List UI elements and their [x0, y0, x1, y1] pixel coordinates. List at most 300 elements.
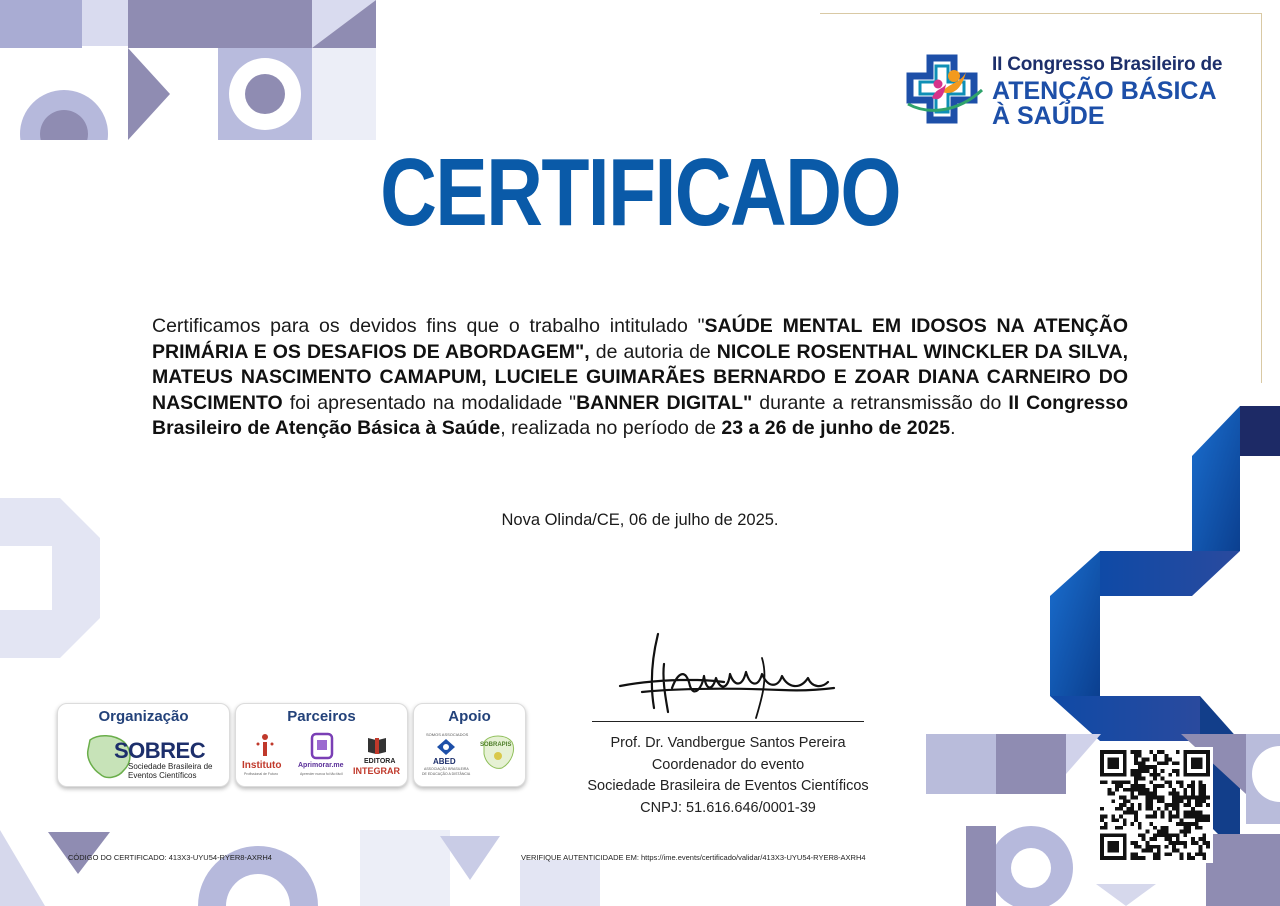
qr-module [1187, 799, 1191, 803]
qr-module [1100, 856, 1104, 860]
qr-module [1138, 754, 1142, 758]
qr-module [1195, 761, 1199, 765]
qr-module [1206, 773, 1210, 777]
qr-module [1142, 788, 1146, 792]
qr-module [1108, 773, 1112, 777]
qr-module [1146, 845, 1150, 849]
qr-module [1180, 856, 1184, 860]
qr-module [1161, 833, 1165, 837]
qr-module [1161, 761, 1165, 765]
qr-module [1202, 788, 1206, 792]
qr-module [1111, 773, 1115, 777]
qr-module [1108, 845, 1112, 849]
qr-module [1172, 788, 1176, 792]
qr-module [1161, 777, 1165, 781]
qr-module [1142, 833, 1146, 837]
qr-module [1115, 841, 1119, 845]
qr-module [1104, 826, 1108, 830]
qr-module [1111, 758, 1115, 762]
qr-module [1115, 780, 1119, 784]
qr-module [1187, 796, 1191, 800]
qr-module [1153, 754, 1157, 758]
qr-module [1149, 750, 1153, 754]
qr-module [1176, 769, 1180, 773]
qr-module [1115, 761, 1119, 765]
qr-module [1108, 758, 1112, 762]
qr-module [1183, 841, 1187, 845]
qr-module [1206, 765, 1210, 769]
qr-module [1123, 761, 1127, 765]
qr-module [1138, 765, 1142, 769]
qr-module [1123, 780, 1127, 784]
qr-module [1164, 754, 1168, 758]
qr-module [1202, 856, 1206, 860]
qr-module [1187, 856, 1191, 860]
qr-module [1146, 799, 1150, 803]
qr-module [1149, 845, 1153, 849]
qr-module [1134, 780, 1138, 784]
qr-module [1195, 852, 1199, 856]
certificate-title: CERTIFICADO [380, 139, 900, 246]
aprimorar-logo-icon [310, 732, 334, 760]
qr-code-image [1100, 750, 1210, 860]
qr-module [1157, 845, 1161, 849]
qr-module [1130, 807, 1134, 811]
qr-module [1153, 773, 1157, 777]
qr-module [1153, 856, 1157, 860]
qr-module [1168, 833, 1172, 837]
qr-module [1202, 792, 1206, 796]
qr-module [1119, 856, 1123, 860]
qr-module [1183, 803, 1187, 807]
period-prefix: , realizada no período de [500, 417, 722, 440]
qr-module [1149, 796, 1153, 800]
qr-module [1123, 811, 1127, 815]
qr-module [1195, 799, 1199, 803]
qr-module [1191, 822, 1195, 826]
qr-module [1195, 773, 1199, 777]
signer-block [540, 733, 916, 819]
qr-module [1153, 845, 1157, 849]
qr-module [1134, 856, 1138, 860]
event-name: II Congresso Brasileiro de Atenção Básica à Saúde [152, 391, 1129, 440]
qr-module [1123, 833, 1127, 837]
qr-module [1138, 792, 1142, 796]
qr-module [1199, 758, 1203, 762]
qr-module [1183, 769, 1187, 773]
qr-module [1130, 750, 1134, 754]
qr-module [1153, 765, 1157, 769]
qr-module [1100, 761, 1104, 765]
qr-module [1130, 856, 1134, 860]
qr-module [1115, 765, 1119, 769]
qr-module [1115, 788, 1119, 792]
qr-module [1111, 792, 1115, 796]
qr-module [1191, 758, 1195, 762]
qr-module [1108, 761, 1112, 765]
abed-top: SOMOS ASSOCIADOS [426, 732, 469, 737]
work-title: SAÚDE MENTAL EM IDOSOS NA ATENÇÃO PRIMÁRIA E OS DESAFIOS DE ABORDAGEM", [152, 315, 1128, 363]
qr-module [1123, 799, 1127, 803]
qr-module [1191, 761, 1195, 765]
qr-module [1199, 845, 1203, 849]
qr-module [1176, 841, 1180, 845]
qr-module [1199, 765, 1203, 769]
qr-module [1138, 833, 1142, 837]
qr-module [1100, 818, 1104, 822]
qr-module [1146, 849, 1150, 853]
qr-module [1111, 799, 1115, 803]
qr-module [1153, 814, 1157, 818]
editora-logo-icon [366, 736, 388, 756]
qr-module [1111, 780, 1115, 784]
qr-module [1199, 792, 1203, 796]
qr-module [1138, 856, 1142, 860]
qr-module [1149, 773, 1153, 777]
partner-editora: EDITORA [364, 758, 396, 765]
period: 23 a 26 de junho de 2025 [721, 417, 951, 440]
qr-module [1153, 833, 1157, 837]
qr-module [1195, 803, 1199, 807]
qr-module [1183, 833, 1187, 837]
qr-module [1111, 818, 1115, 822]
qr-module [1123, 758, 1127, 762]
qr-module [1187, 814, 1191, 818]
parceiros-card [235, 703, 408, 787]
qr-module [1176, 780, 1180, 784]
qr-module [1153, 784, 1157, 788]
qr-module [1176, 814, 1180, 818]
qr-module [1172, 799, 1176, 803]
qr-module [1199, 852, 1203, 856]
qr-module [1157, 784, 1161, 788]
qr-module [1130, 773, 1134, 777]
qr-module [1108, 856, 1112, 860]
qr-module [1119, 784, 1123, 788]
qr-module [1123, 852, 1127, 856]
qr-module [1115, 750, 1119, 754]
qr-module [1130, 803, 1134, 807]
qr-module [1164, 758, 1168, 762]
qr-module [1164, 807, 1168, 811]
qr-module [1119, 780, 1123, 784]
qr-module [1100, 754, 1104, 758]
qr-module [1172, 841, 1176, 845]
signer-name: Prof. Dr. Vandbergue Santos Pereira [610, 735, 846, 751]
qr-module [1199, 784, 1203, 788]
qr-module [1138, 784, 1142, 788]
qr-module [1195, 758, 1199, 762]
verify-url[interactable]: VERIFIQUE AUTENTICIDADE EM: https://ime.events/certificado/validar/413X3-UYU54-RYER8-AXRH4 [521, 853, 866, 862]
qr-module [1183, 788, 1187, 792]
qr-module [1127, 811, 1131, 815]
qr-module [1195, 814, 1199, 818]
qr-module [1168, 818, 1172, 822]
qr-module [1195, 818, 1199, 822]
qr-module [1153, 852, 1157, 856]
qr-module [1134, 777, 1138, 781]
qr-module [1104, 856, 1108, 860]
qr-module [1187, 784, 1191, 788]
logo-line-1: II Congresso Brasileiro de [992, 54, 1223, 75]
qr-module [1111, 765, 1115, 769]
qr-module [1183, 822, 1187, 826]
qr-module [1108, 788, 1112, 792]
qr-module [1111, 845, 1115, 849]
qr-module [1146, 841, 1150, 845]
apoio-title: Apoio [448, 708, 491, 725]
qr-module [1138, 773, 1142, 777]
qr-module [1142, 777, 1146, 781]
decorative-pattern-bottom-left [0, 830, 600, 906]
qr-module [1115, 849, 1119, 853]
qr-module [1153, 788, 1157, 792]
qr-module [1123, 841, 1127, 845]
qr-module [1199, 750, 1203, 754]
qr-module [1168, 780, 1172, 784]
qr-module [1127, 780, 1131, 784]
qr-module [1134, 773, 1138, 777]
qr-module [1183, 754, 1187, 758]
qr-module [1104, 822, 1108, 826]
qr-module [1123, 754, 1127, 758]
event-prefix: durante a retransmissão do [752, 391, 1009, 414]
qr-module [1199, 837, 1203, 841]
qr-module [1111, 833, 1115, 837]
qr-module [1130, 796, 1134, 800]
qr-module [1100, 807, 1104, 811]
qr-module [1134, 814, 1138, 818]
qr-module [1100, 750, 1104, 754]
qr-module [1168, 837, 1172, 841]
qr-module [1180, 822, 1184, 826]
signature [612, 628, 842, 720]
qr-module [1191, 750, 1195, 754]
qr-module [1195, 765, 1199, 769]
signature-line [592, 721, 864, 722]
apoio-card [413, 703, 526, 787]
qr-module [1123, 765, 1127, 769]
qr-module [1123, 803, 1127, 807]
authors: NICOLE ROSENTHAL WINCKLER DA SILVA, MATEUS NASCIMENTO CAMAPUM, LUCIELE GUIMARÃES BERNARDO E ZOAR DIANA CARNEIRO DO NASCIMENTO [152, 340, 1128, 414]
qr-module [1206, 769, 1210, 773]
instituto-logo-icon [254, 732, 276, 758]
qr-module [1108, 750, 1112, 754]
qr-module [1138, 788, 1142, 792]
qr-module [1115, 784, 1119, 788]
qr-module [1138, 807, 1142, 811]
qr-module [1153, 769, 1157, 773]
qr-module [1157, 761, 1161, 765]
modality: BANNER DIGITAL" [576, 391, 753, 414]
qr-module [1168, 792, 1172, 796]
qr-module [1157, 856, 1161, 860]
qr-module [1134, 818, 1138, 822]
qr-module [1100, 845, 1104, 849]
qr-module [1146, 830, 1150, 834]
event-logo [902, 50, 1242, 132]
qr-module [1134, 788, 1138, 792]
qr-module [1172, 792, 1176, 796]
qr-module [1123, 849, 1127, 853]
qr-module [1202, 837, 1206, 841]
qr-module [1142, 784, 1146, 788]
qr-module [1130, 784, 1134, 788]
qr-module [1153, 826, 1157, 830]
qr-module [1157, 849, 1161, 853]
qr-module [1183, 761, 1187, 765]
qr-module [1176, 799, 1180, 803]
qr-module [1168, 811, 1172, 815]
qr-module [1157, 750, 1161, 754]
qr-module [1100, 826, 1104, 830]
qr-module [1119, 803, 1123, 807]
qr-module [1138, 845, 1142, 849]
qr-module [1202, 784, 1206, 788]
qr-module [1187, 750, 1191, 754]
qr-module [1161, 784, 1165, 788]
signer-role: Coordenador do evento [651, 756, 805, 773]
qr-module [1100, 841, 1104, 845]
qr-module [1115, 833, 1119, 837]
qr-module [1138, 826, 1142, 830]
qr-module [1202, 750, 1206, 754]
qr-module [1168, 758, 1172, 762]
qr-module [1100, 758, 1104, 762]
qr-module [1199, 799, 1203, 803]
qr-module [1123, 837, 1127, 841]
qr-module [1111, 761, 1115, 765]
qr-module [1183, 826, 1187, 830]
qr-module [1115, 818, 1119, 822]
qr-module [1142, 792, 1146, 796]
abed-sub-2: DE EDUCAÇÃO A DISTÂNCIA [422, 772, 471, 776]
qr-module [1115, 845, 1119, 849]
qr-module [1130, 822, 1134, 826]
qr-module [1119, 814, 1123, 818]
signer-org: Sociedade Brasileira de Eventos Científicos [587, 778, 869, 794]
qr-module [1153, 758, 1157, 762]
qr-module [1187, 811, 1191, 815]
qr-module [1183, 845, 1187, 849]
qr-module [1206, 841, 1210, 845]
qr-module [1123, 750, 1127, 754]
partner-instituto-sub: Profissional de Futuro [244, 772, 279, 776]
qr-module [1119, 773, 1123, 777]
sobrec-sub-2: Eventos Científicos [128, 771, 197, 780]
qr-module [1172, 849, 1176, 853]
qr-module [1161, 796, 1165, 800]
qr-module [1183, 796, 1187, 800]
qr-code[interactable] [1097, 747, 1213, 863]
qr-module [1119, 826, 1123, 830]
qr-module [1187, 822, 1191, 826]
sobrec-logo-text: SOBREC [114, 738, 206, 763]
qr-module [1176, 811, 1180, 815]
qr-module [1149, 803, 1153, 807]
qr-module [1161, 750, 1165, 754]
qr-module [1115, 856, 1119, 860]
qr-module [1176, 833, 1180, 837]
qr-module [1183, 814, 1187, 818]
qr-module [1206, 796, 1210, 800]
qr-module [1142, 761, 1146, 765]
qr-module [1172, 761, 1176, 765]
qr-module [1111, 750, 1115, 754]
qr-module [1164, 833, 1168, 837]
qr-module [1104, 780, 1108, 784]
qr-module [1206, 761, 1210, 765]
qr-module [1111, 814, 1115, 818]
qr-module [1149, 799, 1153, 803]
qr-module [1123, 796, 1127, 800]
qr-module [1149, 837, 1153, 841]
qr-module [1130, 841, 1134, 845]
qr-module [1149, 780, 1153, 784]
qr-module [1202, 833, 1206, 837]
organizacao-title: Organização [98, 708, 189, 725]
qr-module [1206, 750, 1210, 754]
qr-module [1199, 811, 1203, 815]
sobrapis-logo-icon [480, 732, 516, 772]
qr-module [1164, 845, 1168, 849]
qr-module [1127, 799, 1131, 803]
qr-module [1199, 849, 1203, 853]
qr-module [1199, 826, 1203, 830]
qr-module [1134, 811, 1138, 815]
qr-module [1206, 818, 1210, 822]
qr-module [1100, 765, 1104, 769]
qr-module [1195, 796, 1199, 800]
qr-module [1149, 822, 1153, 826]
qr-module [1161, 830, 1165, 834]
qr-module [1168, 852, 1172, 856]
qr-module [1172, 807, 1176, 811]
qr-module [1134, 750, 1138, 754]
qr-module [1202, 818, 1206, 822]
qr-module [1115, 826, 1119, 830]
qr-module [1149, 814, 1153, 818]
modality-prefix: foi apresentado na modalidade " [282, 391, 577, 414]
qr-module [1100, 849, 1104, 853]
qr-module [1123, 856, 1127, 860]
qr-module [1172, 845, 1176, 849]
qr-module [1183, 811, 1187, 815]
qr-module [1172, 833, 1176, 837]
abed-sub-1: ASSOCIAÇÃO BRASILEIRA [424, 767, 469, 771]
qr-module [1157, 799, 1161, 803]
qr-module [1191, 792, 1195, 796]
qr-module [1164, 837, 1168, 841]
abed-logo-icon [436, 738, 456, 756]
qr-module [1195, 826, 1199, 830]
qr-module [1176, 750, 1180, 754]
qr-module [1161, 769, 1165, 773]
logo-line-3: À SAÚDE [992, 102, 1105, 130]
qr-module [1187, 852, 1191, 856]
qr-module [1202, 773, 1206, 777]
qr-module [1191, 811, 1195, 815]
qr-module [1134, 784, 1138, 788]
qr-module [1187, 773, 1191, 777]
qr-module [1187, 830, 1191, 834]
sobrapis-name: SOBRAPIS [480, 742, 512, 748]
qr-module [1180, 796, 1184, 800]
qr-module [1176, 773, 1180, 777]
body-end: . [950, 417, 956, 440]
qr-module [1176, 761, 1180, 765]
qr-module [1153, 777, 1157, 781]
